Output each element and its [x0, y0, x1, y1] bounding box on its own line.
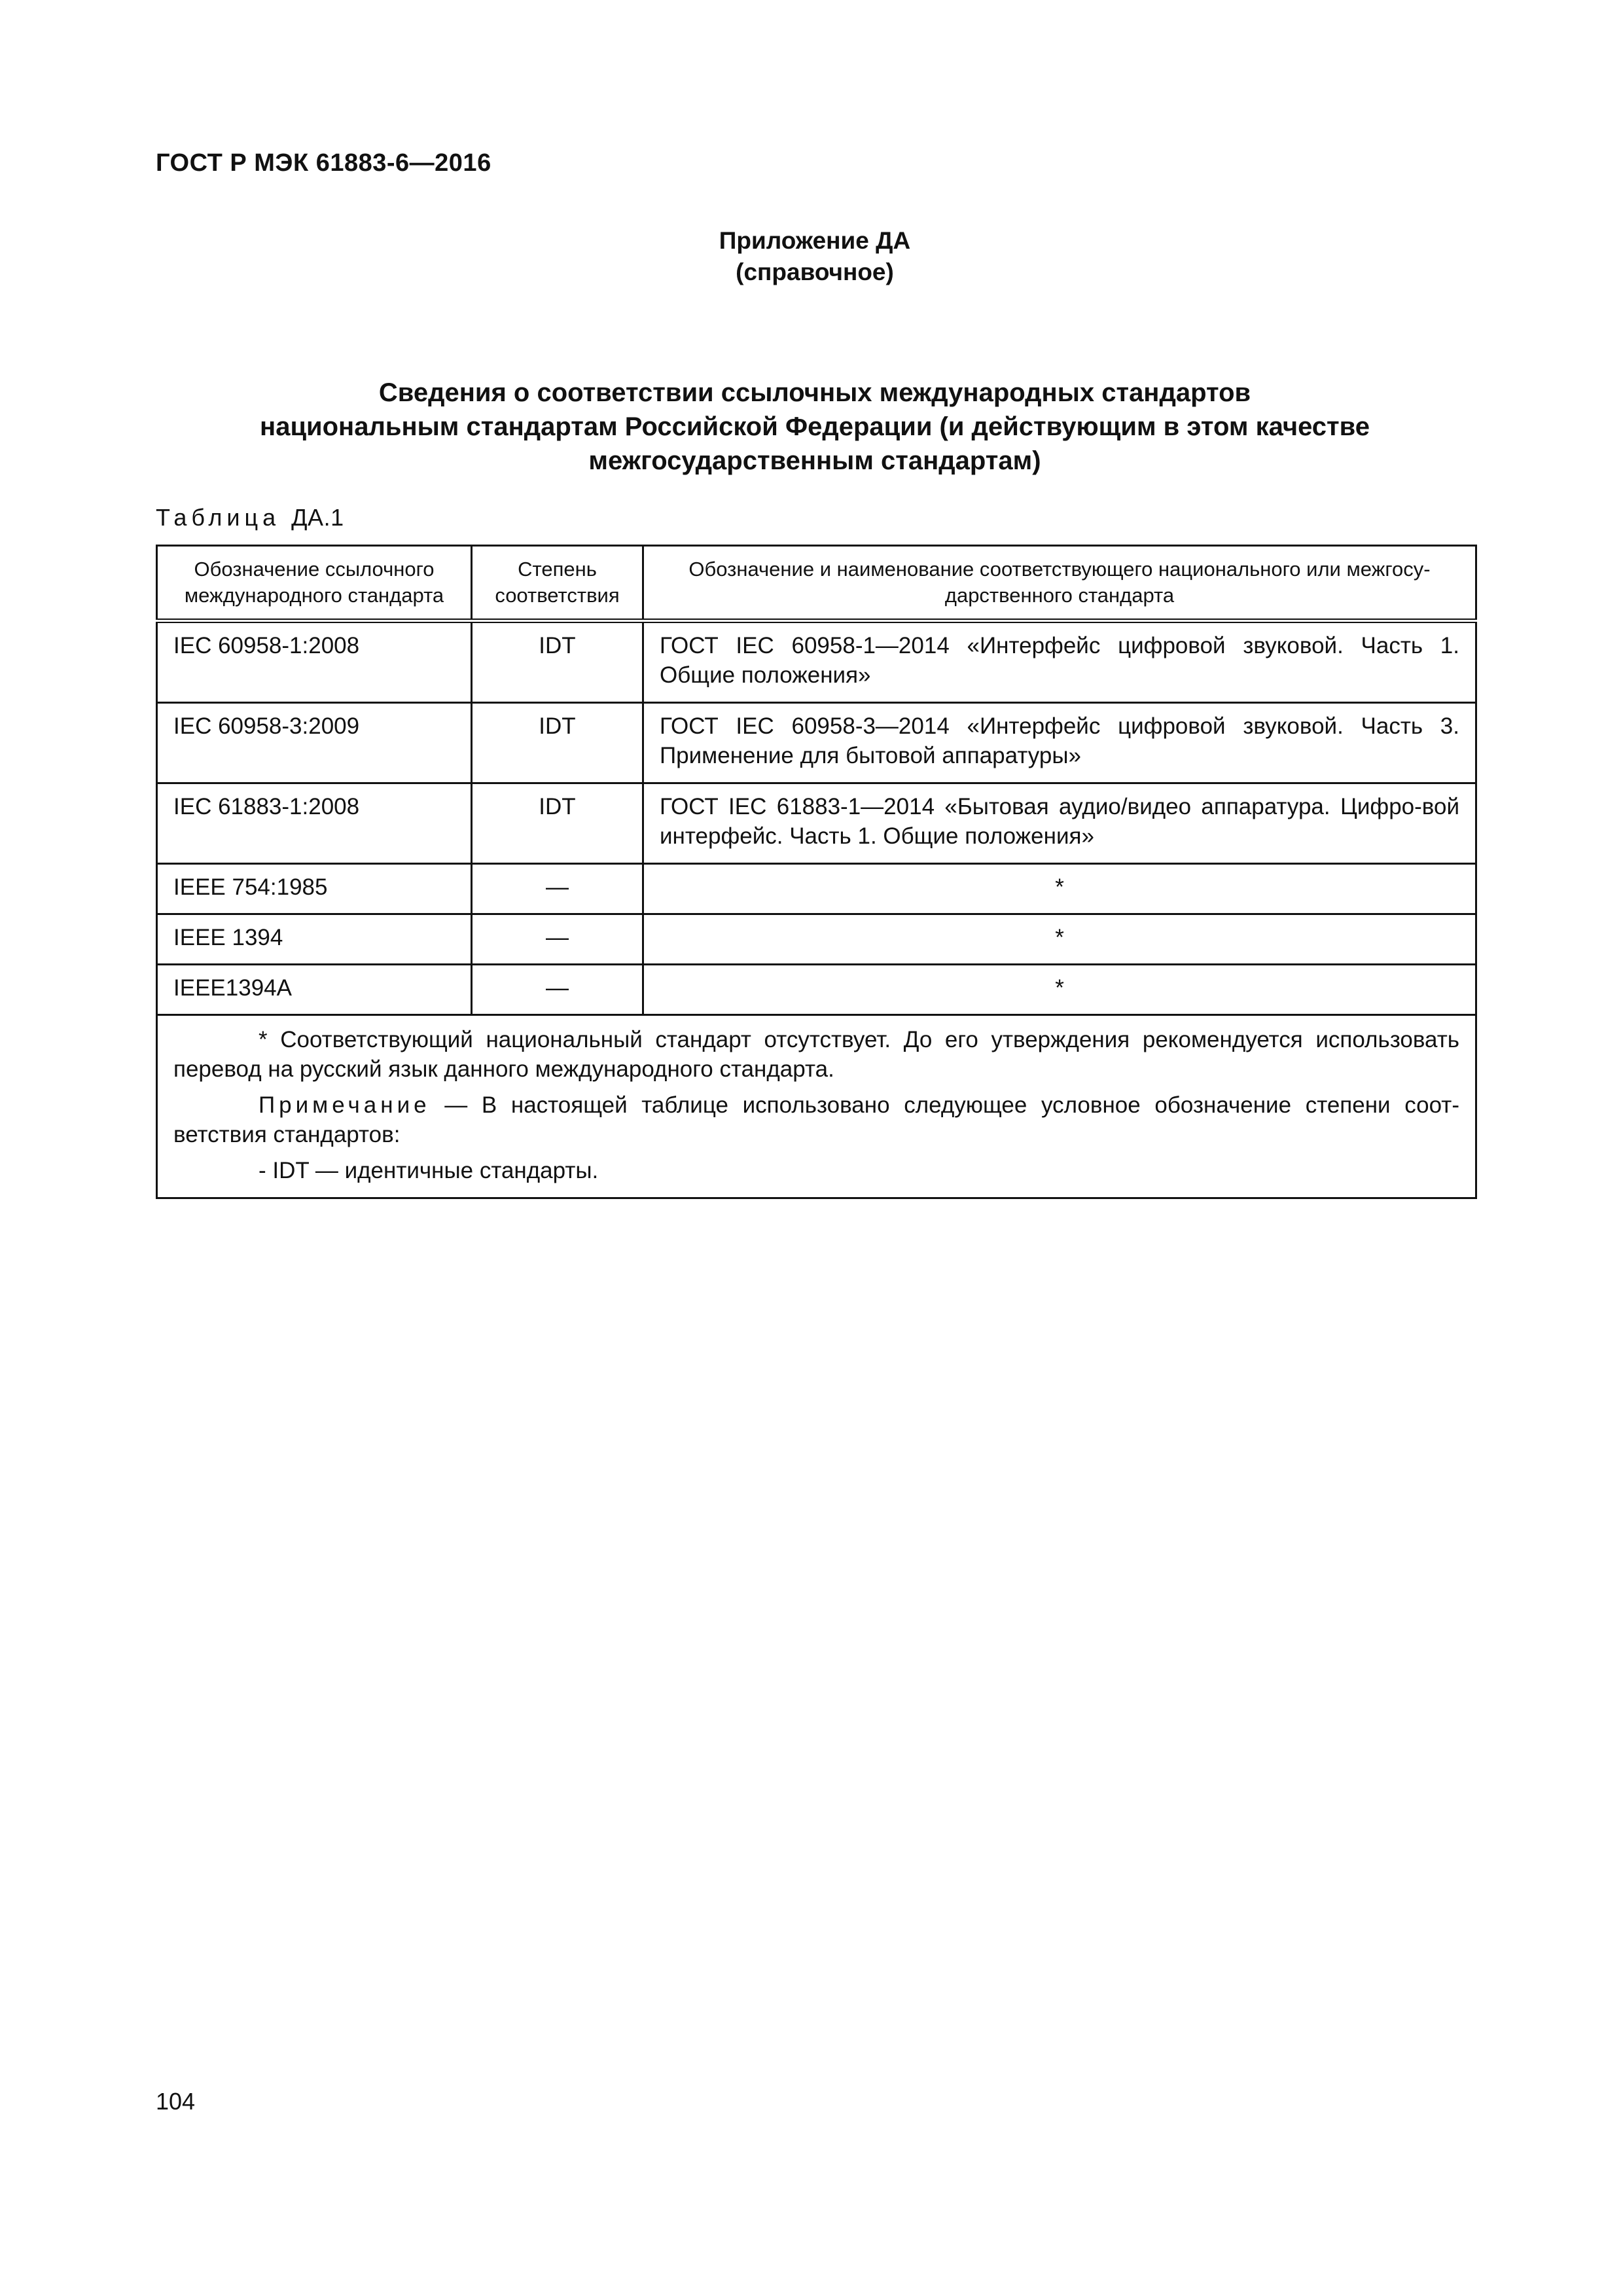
cell-degree: —: [472, 864, 643, 914]
heading-line-3: межгосударственным стандартам): [588, 446, 1041, 475]
section-heading: [156, 376, 1474, 478]
table-note: [173, 1090, 1459, 1149]
header-national-standard: Обозначение и наименование соответствующего национального или межгосу-дарственного стандарта: [643, 546, 1476, 621]
cell-national: ГОСТ IEC 60958-3—2014 «Интерфейс цифровой звуковой. Часть 3. Применение для бытовой аппаратуры»: [643, 703, 1476, 783]
cell-degree: IDT: [472, 621, 643, 703]
table-row: [157, 703, 1476, 783]
table-notes-row: [157, 1015, 1476, 1198]
cell-ref: IEEE 754:1985: [157, 864, 472, 914]
table-row: [157, 914, 1476, 965]
appendix-type: (справочное): [736, 259, 894, 285]
cell-degree: IDT: [472, 703, 643, 783]
appendix-title: Приложение ДА: [719, 227, 911, 254]
cell-degree: —: [472, 965, 643, 1015]
standards-table: [156, 545, 1477, 1199]
table-row: [157, 621, 1476, 703]
document-code: ГОСТ Р МЭК 61883-6—2016: [156, 149, 491, 177]
table-row: [157, 864, 1476, 914]
table-footnote: * Соответствующий национальный стандарт отсутствует. До его утверждения рекомендуется использовать перевод на русский язык данного международного стандарта.: [173, 1027, 1459, 1082]
cell-ref: IEEE 1394: [157, 914, 472, 965]
cell-national: *: [643, 864, 1476, 914]
heading-line-1: Сведения о соответствии ссылочных международных стандартов: [378, 378, 1251, 407]
note-list-item: - IDT — идентичные стандарты.: [259, 1158, 599, 1183]
header-ref-standard: Обозначение ссылочного международного стандарта: [157, 546, 472, 621]
cell-degree: IDT: [472, 783, 643, 864]
table-row: [157, 783, 1476, 864]
cell-ref: IEC 61883-1:2008: [157, 783, 472, 864]
cell-national: *: [643, 965, 1476, 1015]
appendix-heading: [0, 225, 1623, 288]
note-text: — В настоящей таблице использовано следующее условное обозначение степени соот-ветствия стандартов:: [173, 1092, 1459, 1147]
cell-ref: IEEE1394A: [157, 965, 472, 1015]
header-degree: Степень соответствия: [472, 546, 643, 621]
table-caption-word: Таблица: [156, 504, 281, 531]
cell-degree: —: [472, 914, 643, 965]
cell-national: ГОСТ IEC 60958-1—2014 «Интерфейс цифровой звуковой. Часть 1. Общие положения»: [643, 621, 1476, 703]
table-row: [157, 965, 1476, 1015]
note-label: Примечание: [259, 1092, 431, 1118]
table-caption: [156, 504, 344, 531]
table-notes: [157, 1015, 1476, 1198]
cell-national: ГОСТ IEC 61883-1—2014 «Бытовая аудио/видео аппаратура. Цифро-вой интерфейс. Часть 1. Общие положения»: [643, 783, 1476, 864]
heading-line-2: национальным стандартам Российской Федерации (и действующим в этом качестве: [260, 412, 1370, 441]
page-number: 104: [156, 2088, 196, 2115]
cell-ref: IEC 60958-3:2009: [157, 703, 472, 783]
table-caption-number: ДА.1: [291, 504, 344, 531]
table-header-row: [157, 546, 1476, 621]
cell-ref: IEC 60958-1:2008: [157, 621, 472, 703]
cell-national: *: [643, 914, 1476, 965]
